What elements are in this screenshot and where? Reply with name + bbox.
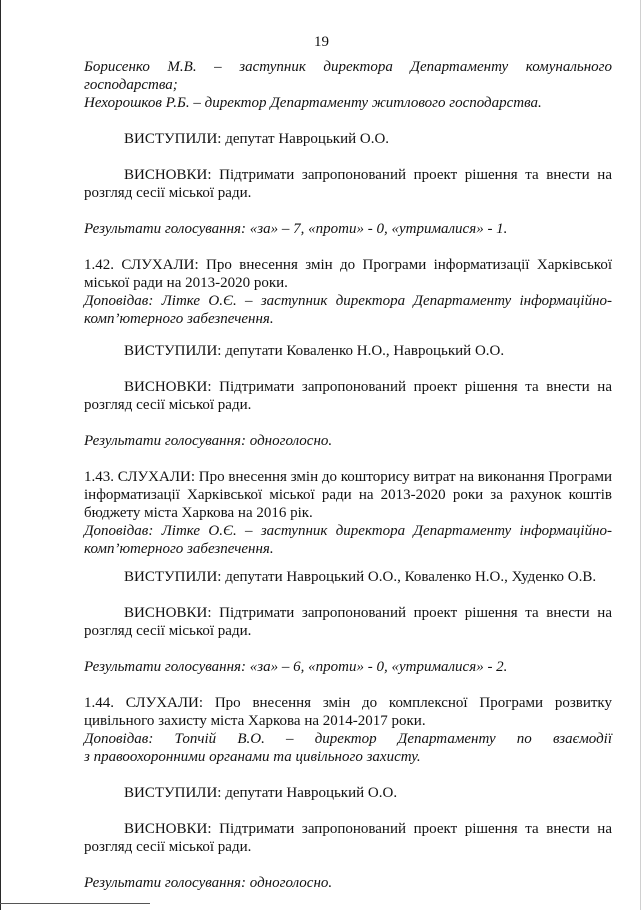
page-left-edge bbox=[0, 0, 1, 910]
reporter-word: директор bbox=[314, 731, 377, 747]
reporter-word: по bbox=[516, 731, 532, 747]
reporter-word: В.О. bbox=[237, 731, 265, 747]
page-right-edge bbox=[640, 0, 641, 910]
speakers-1-42: ВИСТУПИЛИ: депутати Коваленко Н.О., Навроцький О.О. bbox=[124, 343, 505, 359]
vote-result-1-42: Результати голосування: одноголосно. bbox=[84, 433, 333, 449]
speakers-1-43: ВИСТУПИЛИ: депутати Навроцький О.О., Коваленко Н.О., Худенко О.В. bbox=[124, 569, 597, 585]
reporter-1-44-line1 bbox=[84, 730, 612, 748]
reporter-word: Доповідав: bbox=[84, 731, 154, 747]
vote-result-block0: Результати голосування: «за» – 7, «проти» - 0, «утрималися» - 1. bbox=[84, 221, 508, 237]
speakers-block0: ВИСТУПИЛИ: депутат Навроцький О.О. bbox=[124, 131, 390, 147]
attendee-borysenko: Борисенко М.В. – заступник директора Департаменту комунального господарства; bbox=[84, 59, 612, 93]
reporter-1-44-line2: з правоохоронними органами та цивільного захисту. bbox=[84, 749, 421, 765]
document-body bbox=[84, 58, 612, 892]
vote-result-1-44: Результати голосування: одноголосно. bbox=[84, 875, 333, 891]
heard-1-44: 1.44. СЛУХАЛИ: Про внесення змін до комплексної Програми розвитку цивільного захисту міста Харкова на 2014-2017 роки. bbox=[84, 695, 612, 729]
vote-result-1-43: Результати голосування: «за» – 6, «проти» - 0, «утрималися» - 2. bbox=[84, 659, 508, 675]
footer-rule bbox=[0, 903, 150, 904]
page-number: 19 bbox=[314, 34, 329, 50]
reporter-word: взаємодії bbox=[552, 731, 612, 747]
reporter-word: – bbox=[286, 731, 294, 747]
conclusions-block0: ВИСНОВКИ: Підтримати запропонований проект рішення та внести на розгляд сесії міської ради. bbox=[84, 167, 612, 201]
heard-1-43: 1.43. СЛУХАЛИ: Про внесення змін до кошторису витрат на виконання Програми інформатизації Харківської міської ради на 2013-2020 роки за рахунок коштів бюджету міста Харкова на 2016 рік. bbox=[84, 469, 612, 521]
reporter-word: Департаменту bbox=[397, 731, 496, 747]
conclusions-1-43: ВИСНОВКИ: Підтримати запропонований проект рішення та внести на розгляд сесії міської ради. bbox=[84, 605, 612, 639]
reporter-1-43: Доповідав: Літке О.Є. – заступник директора Департаменту інформаційно-комп’ютерного забезпечення. bbox=[84, 523, 612, 557]
heard-1-42: 1.42. СЛУХАЛИ: Про внесення змін до Програми інформатизації Харківської міської ради на 2013-2020 роки. bbox=[84, 257, 612, 291]
attendee-nekhoroshkov: Нехорошков Р.Б. – директор Департаменту житлового господарства. bbox=[84, 95, 542, 111]
conclusions-1-44: ВИСНОВКИ: Підтримати запропонований проект рішення та внести на розгляд сесії міської ради. bbox=[84, 821, 612, 855]
conclusions-1-42: ВИСНОВКИ: Підтримати запропонований проект рішення та внести на розгляд сесії міської ради. bbox=[84, 379, 612, 413]
reporter-1-42: Доповідав: Літке О.Є. – заступник директора Департаменту інформаційно-комп’ютерного забезпечення. bbox=[84, 293, 612, 327]
reporter-word: Топчій bbox=[174, 731, 217, 747]
speakers-1-44: ВИСТУПИЛИ: депутати Навроцький О.О. bbox=[124, 785, 398, 801]
